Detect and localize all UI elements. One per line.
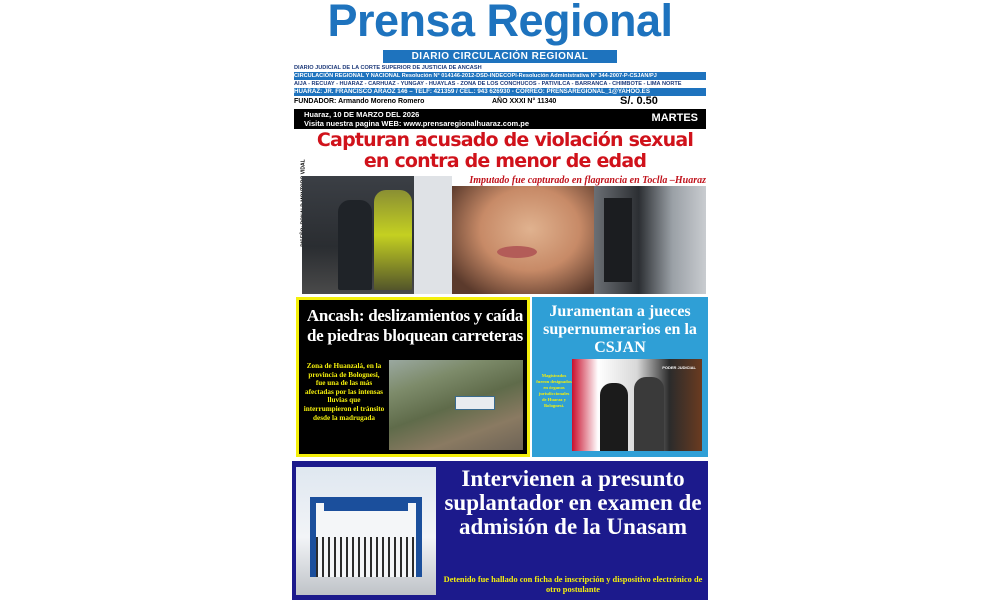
price-text: S/. 0.50 (620, 95, 658, 107)
doorway (604, 198, 632, 282)
landslide-photo (389, 360, 523, 450)
poder-judicial-sign: PODER JUDICIAL (662, 365, 696, 370)
circulation-line: CIRCULACIÓN REGIONAL Y NACIONAL Resolución N° 014146-2012-DSD-INDECOPI-Resolución Administrativa N° 344-2007-P-CSJAN/PJ (294, 72, 706, 80)
gate-fence (316, 537, 416, 577)
masthead-title: Prensa Regional (327, 0, 673, 46)
towns-line: AIJA - RECUAY - HUARAZ - CARHUAZ - YUNGAY - HUAYLAS - ZONA DE LOS CONCHUCOS - PATIVILCA - BARRANCA - CHIMBOTE - LIMA NORTE (294, 80, 706, 88)
founder-text: FUNDADOR: Armando Moreno Romero (294, 98, 425, 105)
gate-sign (324, 501, 408, 511)
ancash-headline: Ancash: deslizamientos y caída de piedras bloquean carreteras (306, 306, 524, 345)
ancash-story-box (296, 297, 530, 457)
website-text: Visita nuestra pagina WEB: www.prensaregionalhuaraz.com.pe (304, 119, 530, 128)
arrest-photo (302, 176, 452, 294)
wall (414, 176, 452, 294)
edition-text: AÑO XXXI N° 11340 (492, 98, 557, 105)
judge-figure-left (600, 383, 628, 451)
lips (497, 246, 537, 258)
lead-headline: Capturan acusado de violación sexual en contra de menor de edad (316, 129, 694, 172)
judges-story-box (532, 297, 708, 457)
masthead-subtitle: DIARIO CIRCULACIÓN REGIONAL (383, 50, 617, 63)
university-gate-photo (296, 467, 436, 595)
victim-face-photo (452, 186, 594, 294)
dateline-bar (294, 109, 706, 129)
street-photo (594, 186, 706, 294)
unasam-story-box (292, 461, 708, 600)
unasam-headline: Intervienen a presunto suplantador en examen de admisión de la Unasam (444, 466, 702, 539)
judge-figure-right (634, 377, 664, 451)
bus (455, 396, 495, 410)
judges-photo (572, 359, 702, 451)
judges-caption: Magistrados fueron designados en órganos jurisdiccionales de Huaraz y Bolognesi. (536, 373, 572, 408)
suspect-figure (338, 200, 372, 290)
ancash-story-inner (299, 300, 527, 454)
date-text: Huaraz, 10 DE MARZO DEL 2026 (304, 110, 420, 119)
newspaper-front-page (290, 0, 710, 600)
judicial-line: DIARIO JUDICIAL DE LA CORTE SUPERIOR DE JUSTICIA DE ANCASH (294, 65, 482, 71)
address-line: HUARAZ: JR. FRANCISCO ARAOZ 146 – TELF: 421359 / CEL.: 943 626930 - CORREO: PRENSAREGIONAL_1@YAHOO.ES (294, 88, 706, 96)
lead-kicker: Imputado fue capturado en flagrancia en Toclla –Huaraz (469, 175, 706, 186)
weekday-text: MARTES (651, 112, 698, 124)
judges-headline: Juramentan a jueces supernumerarios en la CSJAN (543, 303, 697, 356)
ancash-caption: Zona de Huanzalá, en la provincia de Bolognesi, fue una de las más afectadas por las intensas lluvias que interrumpieron el tránsito desde la madrugada (303, 362, 385, 422)
unasam-caption: Detenido fue hallado con ficha de inscripción y dispositivo electrónico de otro postulante (443, 575, 703, 594)
police-officer-figure (374, 190, 412, 290)
founder-row (294, 97, 706, 107)
